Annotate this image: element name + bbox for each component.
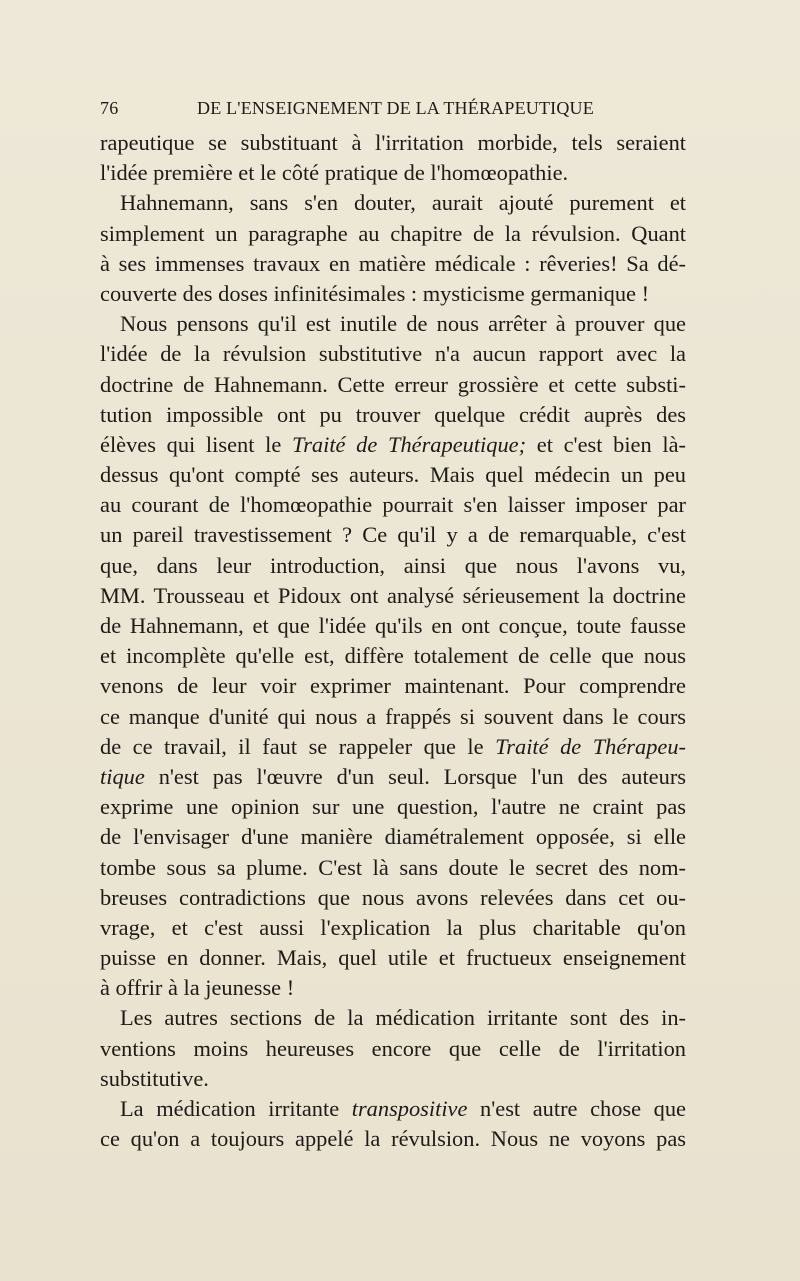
text-run: MM. Trousseau et Pidoux ont analysé sérieusement la doctrine: [100, 582, 686, 608]
text-line: [100, 853, 686, 883]
text-line: [100, 430, 686, 460]
text-run: breuses contradictions que nous avons relevées dans cet ou-: [100, 884, 686, 910]
text-run: de l'envisager d'une manière diamétralement opposée, si elle: [100, 824, 686, 850]
text-run: puisse en donner. Mais, quel utile et fructueux enseignement: [100, 945, 686, 971]
text-line: [100, 551, 686, 581]
text-run: dessus qu'ont compté ses auteurs. Mais quel médecin un peu: [100, 462, 686, 488]
text-run: et c'est bien là-: [526, 431, 686, 457]
text-run: que, dans leur introduction, ainsi que nous l'avons vu,: [100, 552, 686, 578]
text-line: [100, 913, 686, 943]
text-run: de ce travail, il faut se rappeler que le: [100, 733, 496, 759]
text-line: [100, 128, 686, 158]
text-line: [100, 339, 686, 369]
text-run: exprime une opinion sur une question, l'autre ne craint pas: [100, 794, 686, 820]
text-line: [100, 702, 686, 732]
text-line: [100, 400, 686, 430]
text-run: ce manque d'unité qui nous a frappés si souvent dans le cours: [100, 703, 686, 729]
text-line: [100, 1064, 686, 1094]
italic-text: transpositive: [351, 1096, 468, 1121]
text-run: un pareil travestissement ? Ce qu'il y a de remarquable, c'est: [100, 522, 686, 548]
text-line: [100, 370, 686, 400]
text-run: élèves qui lisent le: [100, 431, 292, 457]
text-run: et incomplète qu'elle est, diffère totalement de celle que nous: [100, 643, 686, 669]
text-line: [100, 188, 686, 218]
text-line: [100, 1094, 686, 1124]
text-line: [100, 490, 686, 520]
italic-text: Traité de Thérapeutique;: [291, 431, 527, 457]
text-run: couverte des doses infinitésimales : mysticisme germanique !: [100, 280, 650, 306]
text-run: tution impossible ont pu trouver quelque crédit auprès des: [100, 401, 686, 427]
text-run: tombe sous sa plume. C'est là sans doute le secret des nom-: [100, 854, 686, 880]
text-run: simplement un paragraphe au chapitre de la révulsion. Quant: [100, 220, 686, 246]
text-line: [100, 762, 686, 792]
text-run: Nous pensons qu'il est inutile de nous arrêter à prouver que: [120, 311, 686, 337]
text-line: [100, 460, 686, 490]
text-run: Hahnemann, sans s'en douter, aurait ajouté purement et: [120, 190, 686, 216]
text-run: La médication irritante: [120, 1096, 352, 1121]
body-text: [100, 128, 686, 1154]
text-run: doctrine de Hahnemann. Cette erreur grossière et cette substi-: [100, 371, 686, 397]
text-run: n'est pas l'œuvre d'un seul. Lorsque l'un des auteurs: [144, 763, 686, 789]
page-number: 76: [100, 98, 119, 118]
text-run: rapeutique se substituant à l'irritation morbide, tels seraient: [100, 130, 686, 155]
text-line: [100, 1003, 686, 1033]
text-run: ventions moins heureuses encore que celle de l'irritation: [100, 1035, 686, 1061]
text-line: [100, 792, 686, 822]
page-header: [100, 98, 700, 124]
text-line: [100, 279, 686, 309]
text-line: [100, 611, 686, 641]
text-line: [100, 520, 686, 550]
text-run: substitutive.: [100, 1065, 209, 1091]
text-line: [100, 1124, 686, 1154]
text-line: [100, 158, 686, 188]
text-line: [100, 822, 686, 852]
text-line: [100, 249, 686, 279]
text-run: l'idée de la révulsion substitutive n'a aucun rapport avec la: [100, 341, 686, 367]
italic-text: tique: [100, 763, 145, 789]
text-run: Les autres sections de la médication irritante sont des in-: [120, 1005, 686, 1031]
text-run: au courant de l'homœopathie pourrait s'en laisser imposer par: [100, 492, 686, 518]
text-line: [100, 219, 686, 249]
text-line: [100, 309, 686, 339]
text-run: venons de leur voir exprimer maintenant. Pour comprendre: [100, 673, 686, 699]
text-run: l'idée première et le côté pratique de l'homœopathie.: [100, 160, 569, 186]
text-run: ce qu'on a toujours appelé la révulsion. Nous ne voyons pas: [100, 1126, 686, 1152]
text-line: [100, 671, 686, 701]
text-run: de Hahnemann, et que l'idée qu'ils en ont conçue, toute fausse: [100, 613, 686, 638]
text-line: [100, 943, 686, 973]
text-line: [100, 1034, 686, 1064]
text-run: à offrir à la jeunesse !: [100, 975, 295, 1001]
text-line: [100, 641, 686, 671]
text-line: [100, 973, 686, 1003]
text-run: vrage, et c'est aussi l'explication la plus charitable qu'on: [100, 914, 686, 940]
text-run: n'est autre chose que: [467, 1096, 686, 1121]
text-line: [100, 732, 686, 762]
text-run: à ses immenses travaux en matière médicale : rêveries! Sa dé-: [100, 250, 686, 276]
text-line: [100, 581, 686, 611]
italic-text: Traité de Thérapeu-: [495, 733, 686, 759]
running-title: DE L'ENSEIGNEMENT DE LA THÉRAPEUTIQUE: [197, 98, 594, 118]
text-line: [100, 883, 686, 913]
